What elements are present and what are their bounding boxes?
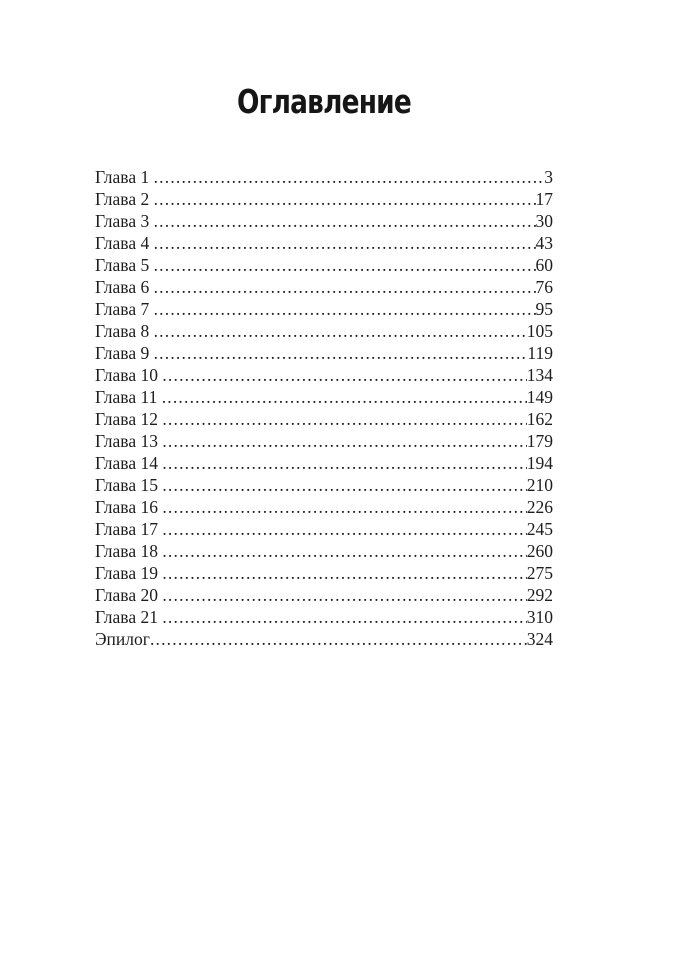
toc-entry-label: Глава 12 [95,409,163,429]
toc-entry-label: Глава 17 [95,519,163,539]
toc-entry-label: Глава 5 [95,255,154,275]
toc-row [95,276,553,298]
toc-entry-page: 194 [526,453,553,473]
toc-row [95,210,553,232]
toc-entry-page: 275 [526,563,553,583]
toc-row [95,188,553,210]
toc-entry-page: 95 [535,299,553,319]
toc-row [95,518,553,540]
toc-entry-page: 3 [544,167,553,187]
toc-leader-dots [162,474,526,496]
toc-entry-page: 210 [526,475,553,495]
toc-row [95,496,553,518]
toc-row [95,364,553,386]
toc-entry-page: 134 [526,365,553,385]
toc-leader-dots [154,276,536,298]
toc-entry-page: 149 [526,387,553,407]
toc-leader-dots [154,254,536,276]
toc-entry-page: 43 [535,233,553,253]
toc-leader-dots [162,452,526,474]
toc-entry-page: 324 [526,629,553,649]
toc-entry-page: 105 [526,321,553,341]
toc-row [95,298,553,320]
toc-entry-label: Глава 11 [95,387,162,407]
toc-entry-label: Глава 20 [95,585,163,605]
toc-entry-page: 260 [526,541,553,561]
toc-entry-label: Глава 19 [95,563,163,583]
toc-leader-dots [162,430,526,452]
toc-entry-label: Глава 3 [95,211,154,231]
toc-leader-dots [154,188,536,210]
toc-leader-dots [162,518,526,540]
toc-entry-label: Глава 21 [95,607,163,627]
toc-leader-dots [154,166,545,188]
toc-entry-label: Глава 16 [95,497,163,517]
toc-entry-page: 292 [526,585,553,605]
toc-leader-dots [154,232,536,254]
toc-entry-label: Глава 15 [95,475,163,495]
toc-entry-label: Глава 1 [95,167,154,187]
toc-row [95,430,553,452]
toc-leader-dots [162,496,526,518]
toc-row [95,320,553,342]
toc-entry-page: 76 [535,277,553,297]
toc-row [95,606,553,628]
toc-row [95,474,553,496]
toc-entry-page: 162 [526,409,553,429]
toc-row [95,408,553,430]
content-column [95,166,553,650]
toc-leader-dots [162,540,526,562]
toc-entry-label: Глава 2 [95,189,154,209]
toc-row [95,584,553,606]
toc-entry-page: 226 [526,497,553,517]
toc-entry-label: Глава 14 [95,453,163,473]
toc-leader-dots [154,298,536,320]
toc-leader-dots [162,606,526,628]
toc-leader-dots [150,628,527,650]
toc-leader-dots [162,364,526,386]
toc-row [95,232,553,254]
toc-entry-page: 245 [526,519,553,539]
toc-row [95,386,553,408]
toc-entry-page: 30 [535,211,553,231]
toc-leader-dots [162,584,526,606]
toc-entry-page: 179 [526,431,553,451]
page-title: Оглавление [237,82,411,121]
toc-entry-label: Глава 10 [95,365,163,385]
toc-leader-dots [154,342,528,364]
toc-row [95,452,553,474]
toc-entry-label: Эпилог [95,629,150,649]
toc-leader-dots [162,562,526,584]
book-page [0,82,674,966]
toc-entry-page: 60 [535,255,553,275]
toc-row [95,166,553,188]
toc-row [95,342,553,364]
toc-entry-page: 310 [526,607,553,627]
toc-leader-dots [154,210,536,232]
toc-row [95,562,553,584]
toc-leader-dots [162,386,527,408]
toc-entry-label: Глава 4 [95,233,154,253]
toc-entry-page: 119 [527,343,553,363]
toc-leader-dots [154,320,527,342]
toc-row [95,254,553,276]
toc-entry-label: Глава 18 [95,541,163,561]
toc-entry-label: Глава 13 [95,431,163,451]
toc-entry-label: Глава 8 [95,321,154,341]
toc-list [95,166,553,650]
toc-entry-page: 17 [535,189,553,209]
toc-row [95,628,553,650]
toc-entry-label: Глава 9 [95,343,154,363]
toc-entry-label: Глава 7 [95,299,154,319]
toc-entry-label: Глава 6 [95,277,154,297]
toc-row [95,540,553,562]
toc-leader-dots [162,408,526,430]
